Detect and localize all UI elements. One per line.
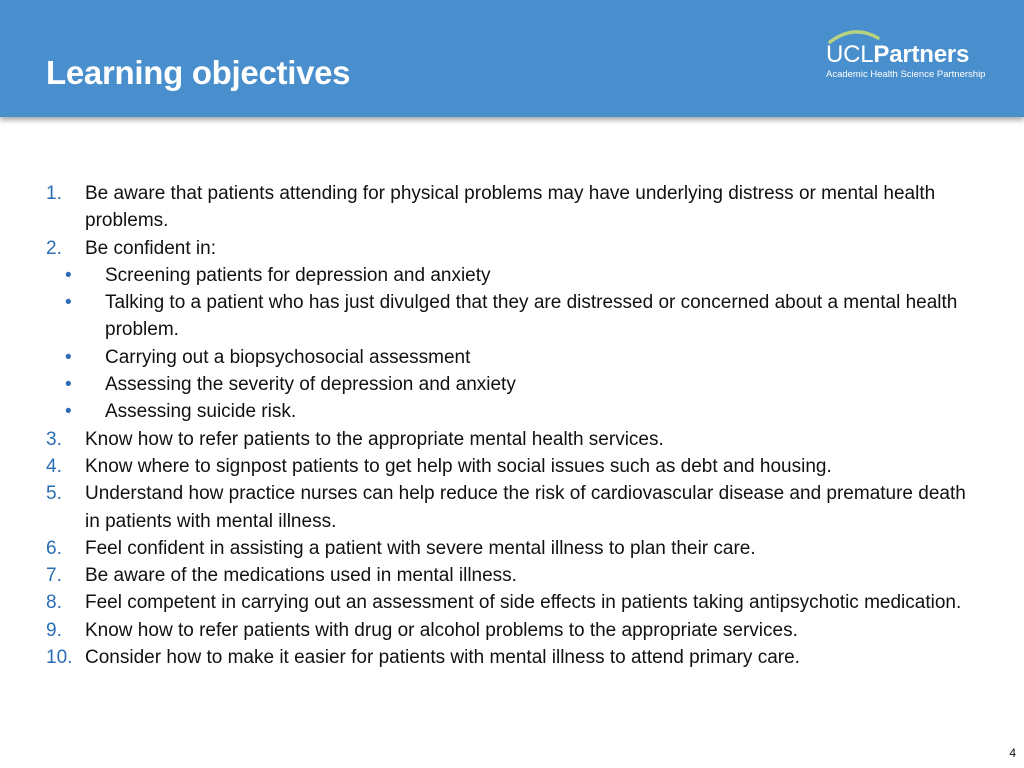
sub-objective-text: Talking to a patient who has just divulged that they are distressed or concerned about a mental health problem. (105, 292, 958, 341)
objective-item (46, 562, 976, 589)
objective-text: Be aware that patients attending for physical problems may have underlying distress or mental health problems. (85, 183, 936, 232)
objective-number: 2. (46, 237, 62, 259)
objective-number: 10. (46, 647, 73, 669)
objective-text: Know how to refer patients to the appropriate mental health services. (85, 428, 664, 450)
bullet-icon: • (65, 401, 72, 423)
sub-objective-text: Screening patients for depression and anxiety (105, 264, 491, 286)
objective-item (46, 644, 976, 671)
sub-objective-item (46, 371, 976, 398)
sub-objective-item (46, 398, 976, 425)
objective-item (46, 426, 976, 453)
objective-text: Know how to refer patients with drug or alcohol problems to the appropriate services. (85, 619, 798, 641)
uclpartners-logo (824, 28, 994, 84)
objective-text: Feel confident in assisting a patient with severe mental illness to plan their care. (85, 537, 756, 559)
slide-header (0, 0, 1024, 117)
slide-title: Learning objectives (46, 54, 351, 91)
objective-item (46, 535, 976, 562)
objective-text: Know where to signpost patients to get help with social issues such as debt and housing. (85, 455, 832, 477)
objective-item (46, 180, 976, 235)
objective-number: 5. (46, 483, 62, 505)
objective-text: Understand how practice nurses can help reduce the risk of cardiovascular disease and premature death in patients with mental illness. (85, 483, 966, 532)
objective-number: 6. (46, 537, 62, 559)
sub-objective-item (46, 262, 976, 289)
objective-number: 7. (46, 565, 62, 587)
objective-number: 9. (46, 619, 62, 641)
sub-objective-item (46, 289, 976, 344)
objective-text: Feel competent in carrying out an assessment of side effects in patients taking antipsychotic medication. (85, 592, 962, 614)
objective-item (46, 480, 976, 535)
sub-objective-item (46, 344, 976, 371)
sub-objective-text: Carrying out a biopsychosocial assessment (105, 346, 471, 368)
bullet-icon: • (65, 346, 72, 368)
sub-objective-text: Assessing the severity of depression and anxiety (105, 374, 516, 396)
sub-objective-text: Assessing suicide risk. (105, 401, 297, 423)
logo-wordmark (826, 41, 969, 69)
page-number: 4 (1009, 746, 1016, 760)
objective-text: Be aware of the medications used in mental illness. (85, 565, 517, 587)
objective-item (46, 589, 976, 616)
objectives-list (46, 180, 976, 671)
objective-number: 4. (46, 455, 62, 477)
bullet-icon: • (65, 292, 72, 314)
objective-number: 1. (46, 183, 62, 204)
objective-item (46, 453, 976, 480)
logo-ucl: UCL (826, 41, 874, 68)
objective-number: 8. (46, 592, 62, 614)
bullet-icon: • (65, 264, 72, 286)
logo-partners: Partners (873, 41, 970, 68)
objective-number: 3. (46, 428, 62, 450)
objective-text: Consider how to make it easier for patients with mental illness to attend primary care. (85, 647, 800, 669)
objective-item (46, 235, 976, 262)
objective-text: Be confident in: (85, 237, 216, 259)
logo-tagline: Academic Health Science Partnership (826, 69, 986, 80)
bullet-icon: • (65, 374, 72, 396)
objective-item (46, 617, 976, 644)
